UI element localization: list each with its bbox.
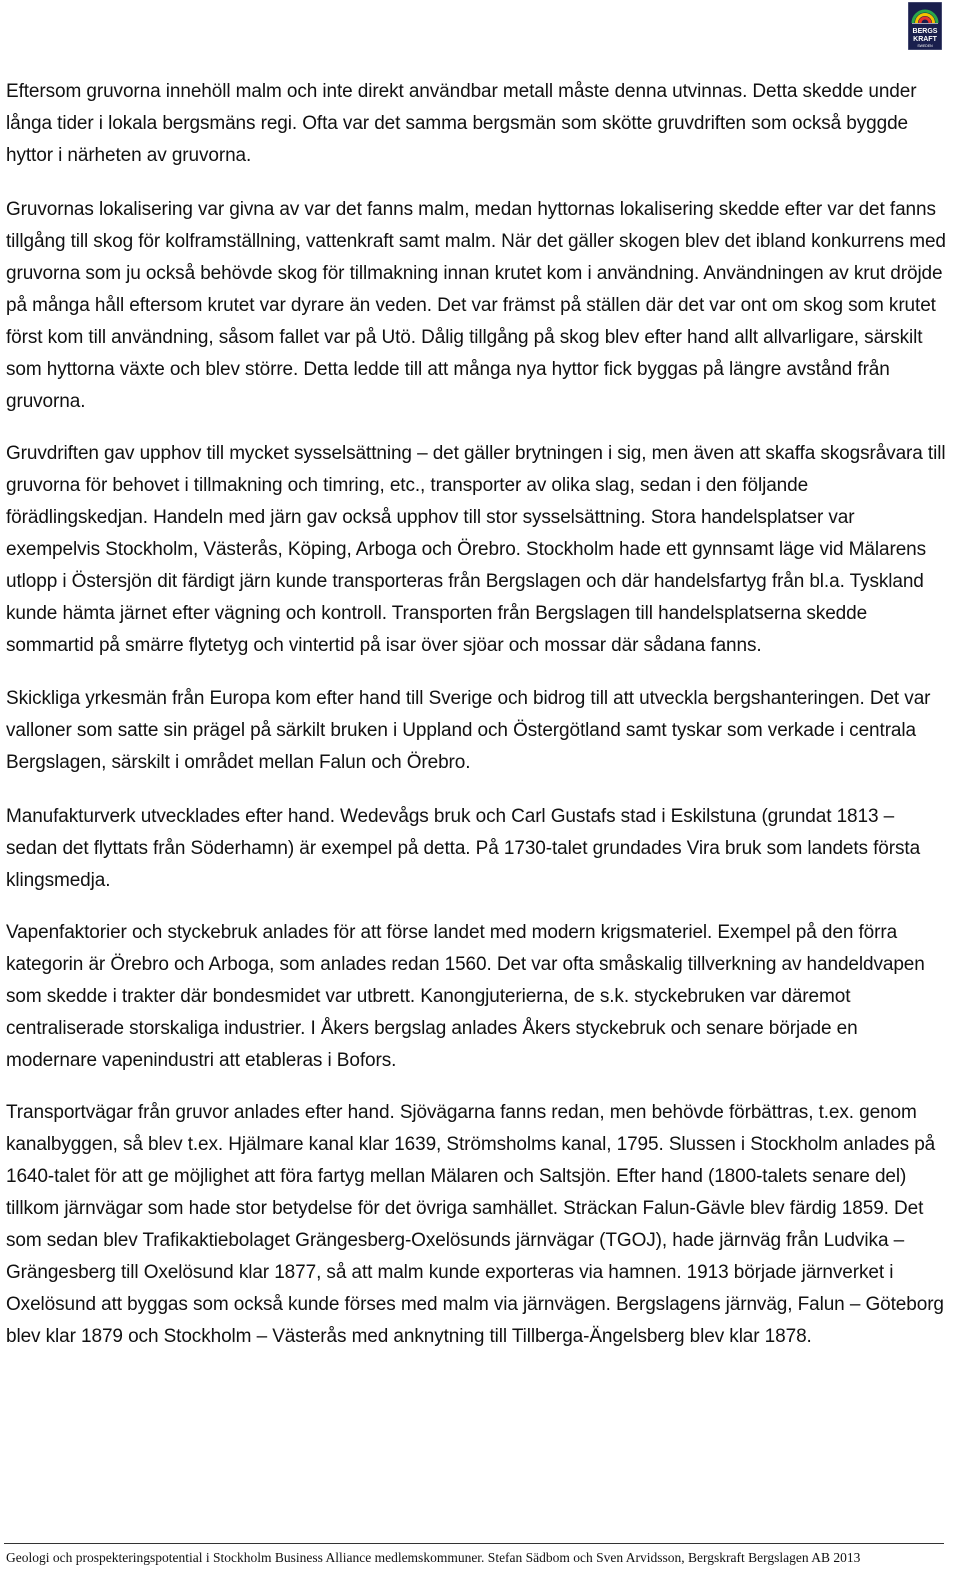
footer-divider <box>4 1543 944 1544</box>
paragraph-5: Manufakturverk utvecklades efter hand. Wedevågs bruk och Carl Gustafs stad i Eskilstuna (grundat 1813 – sedan det flyttats från Söderhamn) är exempel på detta. På 1730-talet grundades Vira bruk som landets första klingsmedja. <box>6 806 921 891</box>
page-footer: Geologi och prospekteringspotential i Stockholm Business Alliance medlemskommuner. Stefan Sädbom och Sven Arvidsson, Bergskraft Bergslagen AB 2013 <box>6 1550 861 1565</box>
logo-text-kraft: KRAFT <box>913 36 937 43</box>
paragraph-6: Vapenfaktorier och styckebruk anlades för att förse landet med modern krigsmateriel. Exempel på den förra kategorin är Örebro och Arboga, som anlades redan 1560. Det var ofta småskalig tillverkning av handeldvapen som skedde i trakter där bondesmidet var utbrett. Kanongjuterierna, de s.k. styckebruken var däremot centraliserade storskaliga industrier. I Åkers bergslag anlades Åkers styckebruk och senare började en modernare vapenindustri att etableras i Bofors. <box>6 922 925 1071</box>
document-body <box>6 76 946 1353</box>
paragraph-7: Transportvägar från gruvor anlades efter hand. Sjövägarna fanns redan, men behövde förbättras, t.ex. genom kanalbyggen, så blev t.ex. Hjälmare kanal klar 1639, Strömsholms kanal, 1795. Slussen i Stockholm anlades på 1640-talet för att ge möjlighet att föra fartyg mellan Mälaren och Saltsjön. Efter hand (1800-talets senare del) tillkom järnvägar som hade stor betydelse för det övriga samhället. Sträckan Falun-Gävle blev färdig 1859. Det som sedan blev Trafikaktiebolaget Grängesberg-Oxelösunds järnvägar (TGOJ), hade järnväg från Ludvika – Grängesberg till Oxelösund klar 1877, så att malm kunde exporteras via hamnen. 1913 började järnverket i Oxelösund att byggas som också kunde förses med malm via järnvägen. Bergslagens järnväg, Falun – Göteborg blev klar 1879 och Stockholm – Västerås med anknytning till Tillberga-Ängelsberg blev klar 1878. <box>6 1102 944 1347</box>
bergskraft-logo-icon <box>908 2 942 50</box>
paragraph-3: Gruvdriften gav upphov till mycket sysselsättning – det gäller brytningen i sig, men även att skaffa skogsråvara till gruvorna för behovet i tillmakning och timring, etc., transporter av olika slag, sedan i den följande förädlingskedjan. Handeln med järn gav också upphov till stor sysselsättning. Stora handelsplatser var exempelvis Stockholm, Västerås, Köping, Arboga och Örebro. Stockholm hade ett gynnsamt läge vid Mälarens utlopp i Östersjön dit färdigt järn kunde transporteras från Bergslagen och där handelsfartyg från bl.a. Tyskland kunde hämta järnet efter vägning och kontroll. Transporten från Bergslagen till handelsplatserna skedde sommartid på smärre flytetyg och vintertid på isar över sjöar och mossar där sådana fanns. <box>6 443 946 656</box>
logo-text-sweden: SWEDEN <box>917 44 933 48</box>
logo-text-bergs: BERGS <box>912 28 938 35</box>
paragraph-4: Skickliga yrkesmän från Europa kom efter hand till Sverige och bidrog till att utveckla bergshanteringen. Det var valloner som satte sin prägel på särkilt bruken i Uppland och Östergötland samt tyskar som verkade i centrala Bergslagen, särskilt i området mellan Falun och Örebro. <box>6 688 931 773</box>
paragraph-2: Gruvornas lokalisering var givna av var det fanns malm, medan hyttornas lokalisering skedde efter var det fanns tillgång till skog för kolframställning, vattenkraft samt malm. När det gäller skogen blev det ibland konkurrens med gruvorna som ju också behövde skog för tillmakning innan krutet kom i användning. Användningen av krut dröjde på många håll eftersom krutet var dyrare än veden. Det var främst på ställen där det var ont om skog som krutet först kom till användning, såsom fallet var på Utö. Dålig tillgång på skog blev efter hand allt allvarligare, särskilt som hyttorna växte och blev större. Detta ledde till att många nya hyttor fick byggas på längre avstånd från gruvorna. <box>6 199 946 412</box>
bergskraft-logo <box>908 2 942 50</box>
paragraph-1: Eftersom gruvorna innehöll malm och inte direkt användbar metall måste denna utvinnas. Detta skedde under långa tider i lokala bergsmäns regi. Ofta var det samma bergsmän som skötte gruvdriften som också byggde hyttor i närheten av gruvorna. <box>6 81 917 166</box>
